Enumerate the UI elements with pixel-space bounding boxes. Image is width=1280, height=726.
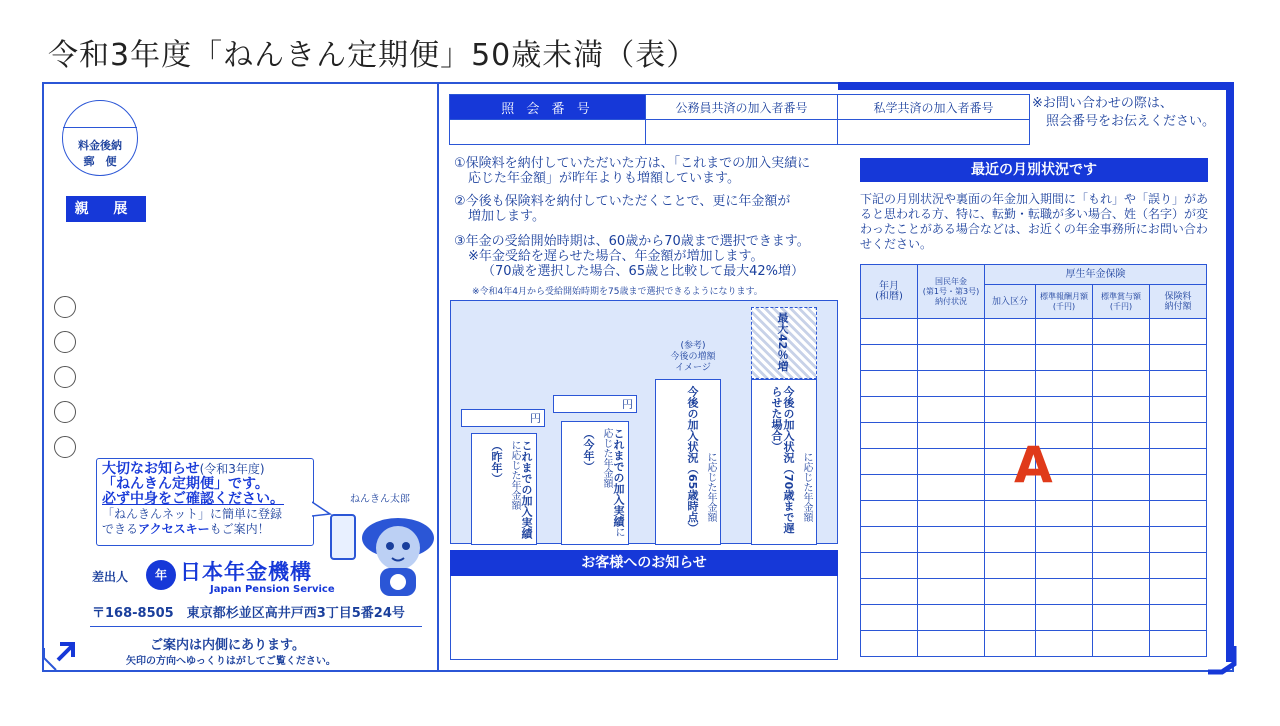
blue-top-bar: [838, 82, 1234, 90]
p3-line3: （70歳を選択した場合、65歳と比較して最大42%増）: [482, 264, 804, 279]
bar1-label-bold: これまでの加入実績: [520, 440, 533, 539]
p2-line1: ②今後も保険料を納付していただくことで、更に年金額が: [454, 194, 791, 209]
callout-pointer-icon: [312, 500, 332, 520]
ref-header-inquiry: 照 会 番 号: [450, 95, 646, 120]
reference-number-table: [449, 94, 1030, 145]
bar2-label-bold: これまでの加入実績: [612, 428, 625, 527]
stamp-line1: 料金後納: [78, 139, 122, 152]
yen-box-last-year: 円: [461, 409, 545, 427]
bar-age-65: [655, 379, 721, 545]
peel-instruction: 矢印の方向へゆっくりはがしてご覧ください。: [126, 656, 336, 667]
max-increase-label: 最大42％増: [776, 312, 789, 372]
small-note: ※令和4年4月から受給開始時期を75歳まで選択できるようになります。: [472, 287, 763, 297]
bar3-normal: に応じた年金額: [705, 452, 716, 522]
sender-address: 〒168-8505 東京都杉並区高井戸西3丁目5番24号: [92, 606, 405, 621]
pension-amount-chart: [450, 300, 838, 544]
binder-hole: [54, 401, 76, 423]
col-kokumin-header: 国民年金 (第1号・第3号) 納付状況: [918, 265, 985, 319]
important-notice-callout: [96, 458, 314, 546]
binder-hole: [54, 436, 76, 458]
bar-age-70: [751, 379, 817, 545]
table-row: [861, 397, 1207, 423]
ref-value-inquiry: [450, 120, 646, 145]
marker-label: A: [1014, 436, 1053, 494]
smartphone-icon: [330, 514, 356, 560]
bar2-paren: [582, 428, 594, 472]
ref-header-public: 公務員共済の加入者番号: [646, 95, 838, 120]
max-increase-hatch: [751, 307, 817, 379]
ref-header-private: 私学共済の加入者番号: [838, 95, 1030, 120]
inquiry-note-line2: 照会番号をお伝えください。: [1046, 114, 1216, 129]
blue-right-bar: [1226, 82, 1234, 662]
col-kanyu-header: 加入区分: [985, 285, 1036, 319]
table-row: [861, 631, 1207, 657]
bar-last-year: [471, 433, 537, 545]
paragraph-1: [454, 156, 810, 186]
stamp-line2: 郵 便: [83, 155, 117, 168]
bar3-label: [686, 386, 698, 533]
table-row: [861, 371, 1207, 397]
bar2-label-normal: に応じた年金額: [601, 428, 624, 537]
bar4-label: [770, 386, 794, 544]
col-year-header: 年月 (和暦): [861, 265, 918, 319]
callout-net2c: もご案内！: [209, 522, 270, 536]
p3-line2: ※年金受給を遅らせた場合、年金額が増加します。: [468, 249, 764, 264]
table-row: [861, 319, 1207, 345]
address-divider: [90, 626, 422, 627]
col-shoyo-header: 標準賞与額 (千円): [1093, 285, 1150, 319]
p1-line1: ①保険料を納付していただいた方は、「これまでの加入実績に: [454, 156, 811, 171]
bar4-paren-text: （70歳まで遅らせた場合）: [770, 386, 795, 534]
bar3-label-bold: 今後の加入状況: [686, 386, 699, 463]
binder-hole: [54, 366, 76, 388]
table-row: [861, 501, 1207, 527]
bar3-paren-text: （65歳時点）: [686, 463, 699, 534]
bar1-label-normal: に応じた年金額: [509, 440, 520, 510]
inquiry-note-line1: ※お問い合わせの際は、: [1032, 96, 1173, 111]
org-name: 日本年金機構: [180, 560, 312, 584]
binder-hole: [54, 296, 76, 318]
col-hokenryo-header: 保険料 納付額: [1150, 285, 1207, 319]
reference-label: (参考) 今後の増額 イメージ: [670, 341, 716, 373]
bar2-label: [600, 428, 624, 544]
table-row: [861, 345, 1207, 371]
p1-line2: 応じた年金額」が昨年よりも増額しています。: [468, 171, 740, 186]
table-row: [861, 605, 1207, 631]
col-kosei-header: 厚生年金保険: [985, 265, 1207, 285]
confidential-label: 親 展: [66, 196, 146, 222]
mascot-name: ねんきん太郎: [350, 494, 410, 505]
paragraph-3: [454, 234, 810, 279]
bar1-label: [508, 440, 532, 544]
customer-notice-box: [450, 576, 838, 660]
callout-net1: 「ねんきんネット」に簡単に登録: [102, 507, 283, 521]
ref-value-public: [646, 120, 838, 145]
table-row: [861, 579, 1207, 605]
page-title: 令和3年度「ねんきん定期便」50歳未満（表）: [48, 38, 698, 73]
table-row: [861, 527, 1207, 553]
bar4-normal: に応じた年金額: [801, 452, 812, 522]
corner-cut-mark-left: [42, 648, 60, 672]
bar1-paren-text: （昨年）: [490, 440, 503, 484]
bar-this-year: [561, 421, 629, 545]
monthly-status-heading: 最近の月別状況です: [860, 158, 1208, 182]
bar2-paren-text: （今年）: [582, 428, 595, 472]
yen-box-this-year: 円: [553, 395, 637, 413]
bar1-paren: [490, 440, 502, 484]
ref-value-private: [838, 120, 1030, 145]
callout-net2a: できる: [102, 522, 139, 536]
sender-label: 差出人: [92, 570, 129, 584]
callout-teikibin: 「ねんきん定期便」です。: [102, 476, 269, 492]
callout-accesskey: アクセスキー: [138, 522, 210, 536]
p2-line2: 増加します。: [468, 209, 545, 224]
inquiry-note: [1032, 95, 1215, 131]
callout-important: 大切なお知らせ: [102, 461, 200, 477]
org-name-en: Japan Pension Service: [210, 584, 335, 595]
monthly-status-text: 下記の月別状況や裏面の年金加入期間に「もれ」や「誤り」があると思われる方、特に、転勤・転職が多い場合、姓（名字）が変わったことがある場合などは、お近くの年金事務所にお問い合わせください。: [860, 192, 1209, 251]
mascot-icon: [356, 508, 436, 598]
callout-year: (令和3年度): [199, 462, 265, 476]
callout-must: 必ず中身をご確認ください。: [102, 491, 284, 507]
inside-notice: ご案内は内側にあります。: [150, 638, 305, 653]
customer-notice-heading: お客様へのお知らせ: [450, 550, 838, 576]
table-row: [861, 553, 1207, 579]
corner-cut-mark: [1208, 646, 1238, 676]
bar4-label-bold: 今後の加入状況: [782, 386, 795, 463]
col-hyojun-header: 標準報酬月額 (千円): [1036, 285, 1093, 319]
postage-stamp: [62, 100, 138, 176]
jps-logo-icon: 年: [146, 560, 176, 590]
paragraph-2: [454, 194, 790, 224]
binder-hole: [54, 331, 76, 353]
p3-line1: ③年金の受給開始時期は、60歳から70歳まで選択できます。: [454, 234, 810, 249]
